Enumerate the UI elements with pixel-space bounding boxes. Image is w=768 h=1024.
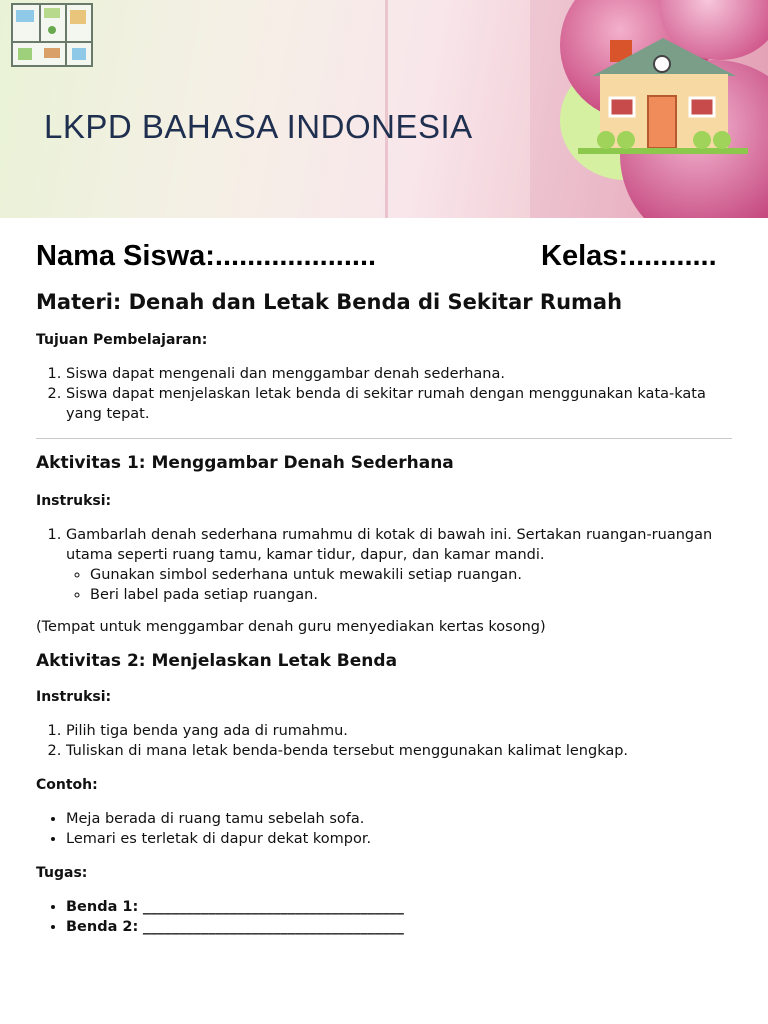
sub-list-item: ◦ Gunakan simbol sederhana untuk mewakili setiap ruangan. xyxy=(90,565,732,585)
kelas-field: Kelas:........... xyxy=(541,240,717,272)
nama-siswa-field: Nama Siswa:.................... xyxy=(36,240,377,272)
header-banner xyxy=(0,0,768,218)
materi-heading: Materi: Denah dan Letak Benda di Sekitar Rumah xyxy=(36,290,623,314)
tugas-item xyxy=(66,917,732,937)
aktivitas2-list xyxy=(36,721,732,761)
aktivitas1-heading: Aktivitas 1: Menggambar Denah Sederhana xyxy=(36,453,454,473)
answer-blank[interactable]: ____________________________________ xyxy=(142,899,404,915)
list-item: 2. Siswa dapat menjelaskan letak benda di sekitar rumah dengan menggunakan kata-kata yang tepat. xyxy=(66,384,732,424)
floor-plan-icon xyxy=(10,2,94,68)
tujuan-label: Tujuan Pembelajaran: xyxy=(36,332,208,348)
section-divider xyxy=(36,438,732,439)
tugas-item xyxy=(66,897,732,917)
tugas-item-label: Benda 2: xyxy=(66,919,139,935)
student-info-row xyxy=(36,236,732,276)
list-item: 1. Pilih tiga benda yang ada di rumahmu. xyxy=(66,721,732,741)
tugas-list xyxy=(36,897,732,937)
list-item: 2. Tuliskan di mana letak benda-benda tersebut menggunakan kalimat lengkap. xyxy=(66,741,732,761)
tugas-item-label: Benda 1: xyxy=(66,899,139,915)
tujuan-list xyxy=(36,364,732,424)
drawing-note: (Tempat untuk menggambar denah guru menyediakan kertas kosong) xyxy=(36,619,546,635)
sub-list xyxy=(66,565,732,605)
list-item: • Meja berada di ruang tamu sebelah sofa. xyxy=(66,809,732,829)
page-title: LKPD BAHASA INDONESIA xyxy=(44,108,473,145)
list-item xyxy=(66,525,732,605)
instruksi-label: Instruksi: xyxy=(36,493,112,509)
answer-blank[interactable]: ____________________________________ xyxy=(142,919,404,935)
contoh-label: Contoh: xyxy=(36,777,98,793)
contoh-list xyxy=(36,809,732,849)
sub-list-item: ◦ Beri label pada setiap ruangan. xyxy=(90,585,732,605)
house-icon xyxy=(578,36,748,160)
worksheet-body xyxy=(36,236,732,937)
list-item: 1. Siswa dapat mengenali dan menggambar denah sederhana. xyxy=(66,364,732,384)
list-item: • Lemari es terletak di dapur dekat kompor. xyxy=(66,829,732,849)
list-item-text: Gambarlah denah sederhana rumahmu di kotak di bawah ini. Sertakan ruangan-ruangan utama seperti ruang tamu, kamar tidur, dapur, dan kamar mandi. xyxy=(66,527,713,563)
aktivitas2-heading: Aktivitas 2: Menjelaskan Letak Benda xyxy=(36,651,398,671)
tugas-label: Tugas: xyxy=(36,865,88,881)
instruksi-label: Instruksi: xyxy=(36,689,112,705)
aktivitas1-list xyxy=(36,525,732,605)
